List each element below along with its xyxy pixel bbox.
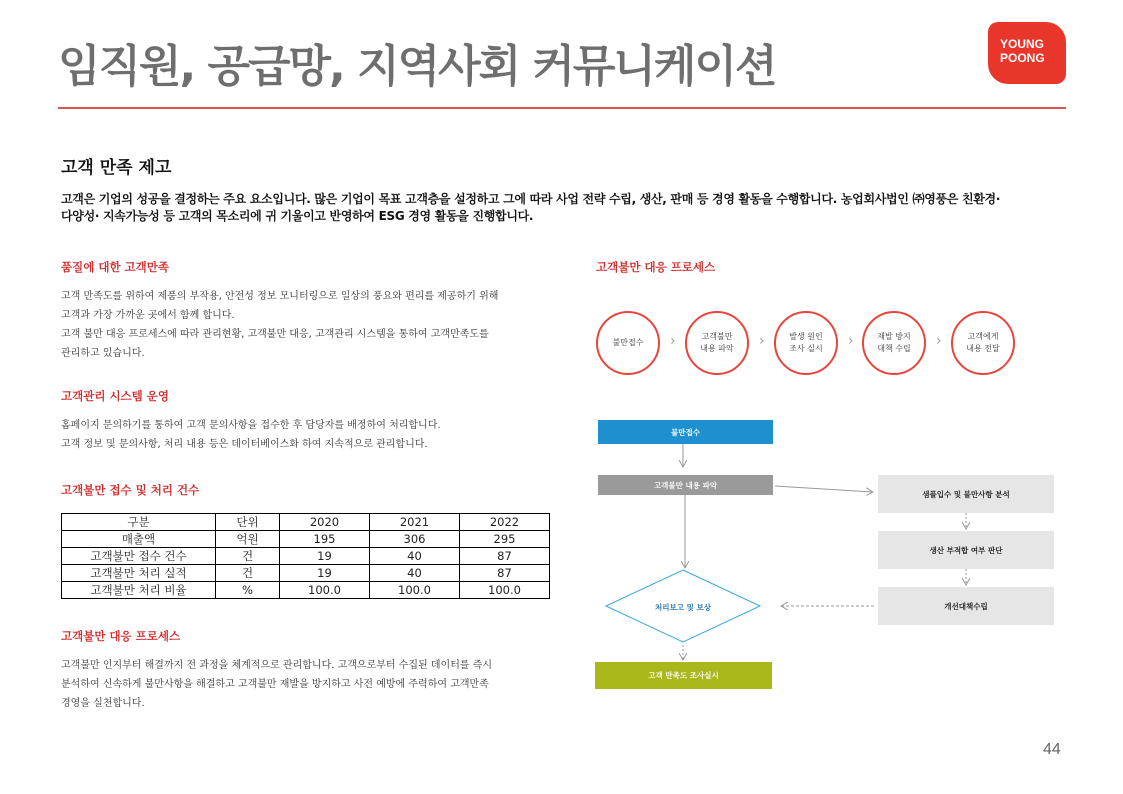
flow-label: 처리보고 및 보상 [655, 602, 711, 612]
chevron-right-icon: › [670, 333, 676, 349]
table-cell: 100.0 [370, 582, 460, 599]
table-cell: 건 [216, 565, 280, 582]
section-title: 고객 만족 제고 [61, 158, 172, 178]
flow-label: 불만접수 [671, 427, 700, 437]
logo-line-1: YOUNG [1000, 37, 1045, 51]
connector-line [775, 486, 872, 492]
chevron-right-icon: › [936, 333, 942, 349]
table-cell: 40 [370, 548, 460, 565]
table-cell: 19 [280, 565, 370, 582]
text-line: 고객 만족도를 위하여 제품의 부작용, 안전성 정보 모니터링으로 일상의 풍요와 편리를 제공하기 위해 [61, 291, 499, 302]
step-label: 재발 방지 [877, 332, 911, 341]
table-cell: 40 [370, 565, 460, 582]
text-line: 고객 정보 및 문의사항, 처리 내용 등은 데이터베이스화 하여 지속적으로 관리합니다. [61, 439, 428, 450]
table-cell: 100.0 [280, 582, 370, 599]
quality-heading: 품질에 대한 고객만족 [61, 260, 169, 274]
table-cell: 295 [460, 531, 550, 548]
table-cell: 건 [216, 548, 280, 565]
text-line: 관리하고 있습니다. [61, 348, 145, 359]
table-cell: 19 [280, 548, 370, 565]
flow-analyze-box [878, 475, 1054, 513]
text-line: 고객 불만 대응 프로세스에 따라 관리현황, 고객불만 대응, 고객관리 시스템을 통하여 고객만족도를 [61, 329, 489, 340]
flow-label: 고객 만족도 조사실시 [648, 671, 719, 680]
response-heading: 고객불만 대응 프로세스 [61, 629, 181, 643]
page-title: 임직원, 공급망, 지역사회 커뮤니케이션 [58, 41, 776, 92]
intro-line: 다양성· 지속가능성 등 고객의 목소리에 귀 기울이고 반영하여 ESG 경영 활동을 진행합니다. [61, 209, 534, 223]
text-line: 홈페이지 문의하기를 통하여 고객 문의사항을 접수한 후 담당자를 배정하여 처리합니다. [61, 420, 441, 431]
chevron-right-icon: › [759, 333, 765, 349]
table-cell: 195 [280, 531, 370, 548]
flow-judge-box [878, 531, 1054, 569]
table-cell: 고객불만 처리 비율 [62, 582, 216, 599]
step-label: 고객불만 [701, 332, 733, 341]
table-cell: 매출액 [62, 531, 216, 548]
flow-receive-box [598, 420, 773, 444]
header-cell: 단위 [216, 514, 280, 531]
table-cell: 고객불만 처리 실적 [62, 565, 216, 582]
table-cell: % [216, 582, 280, 599]
header-cell: 구분 [62, 514, 216, 531]
logo-line-2: POONG [1000, 51, 1045, 65]
table-cell: 100.0 [460, 582, 550, 599]
step-label: 발생 원인 [789, 332, 823, 341]
header-cell: 2020 [280, 514, 370, 531]
flow-report-decision [633, 598, 733, 616]
table-cell: 306 [370, 531, 460, 548]
step-label: 조사 실시 [789, 344, 823, 353]
text-line: 고객과 가장 가까운 곳에서 함께 합니다. [61, 310, 235, 321]
step-label: 불만접수 [612, 338, 644, 347]
step-label: 고객에게 [967, 332, 999, 341]
system-heading: 고객관리 시스템 운영 [61, 389, 169, 403]
page-number: 44 [1043, 741, 1061, 758]
table-cell: 87 [460, 565, 550, 582]
flow-label: 생산 부적합 여부 판단 [929, 545, 1003, 555]
step-label: 내용 파악 [700, 344, 734, 353]
table-cell: 억원 [216, 531, 280, 548]
table-cell: 고객불만 접수 건수 [62, 548, 216, 565]
text-line: 경영을 실천합니다. [61, 698, 145, 709]
step-label: 대책 수립 [877, 344, 911, 353]
text-line: 분석하여 신속하게 불만사항을 해결하고 고객불만 재발을 방지하고 사전 예방에 주력하여 고객만족 [61, 679, 489, 690]
process-heading: 고객불만 대응 프로세스 [596, 260, 716, 274]
flow-label: 개선대책수립 [944, 601, 988, 611]
flow-plan-box [878, 587, 1054, 625]
text-line: 고객불만 인지부터 해결까지 전 과정을 체계적으로 관리합니다. 고객으로부터 수집된 데이터를 즉시 [61, 660, 493, 671]
flow-survey-box [595, 662, 772, 689]
header-cell: 2022 [460, 514, 550, 531]
table-cell: 87 [460, 548, 550, 565]
flow-label: 샘플입수 및 불만사항 분석 [922, 489, 1010, 499]
complaints-heading: 고객불만 접수 및 처리 건수 [61, 483, 200, 497]
flow-label: 고객불만 내용 파악 [653, 480, 718, 490]
header-cell: 2021 [370, 514, 460, 531]
step-label: 내용 전달 [966, 344, 1000, 353]
chevron-right-icon: › [848, 333, 854, 349]
intro-line: 고객은 기업의 성공을 결정하는 주요 요소입니다. 많은 기업이 목표 고객층을 설정하고 그에 따라 사업 전략 수립, 생산, 판매 등 경영 활동을 수행합니다. 농업회사법인 ㈜영풍은 친환경· [61, 192, 1001, 206]
flow-identify-box [598, 475, 773, 495]
